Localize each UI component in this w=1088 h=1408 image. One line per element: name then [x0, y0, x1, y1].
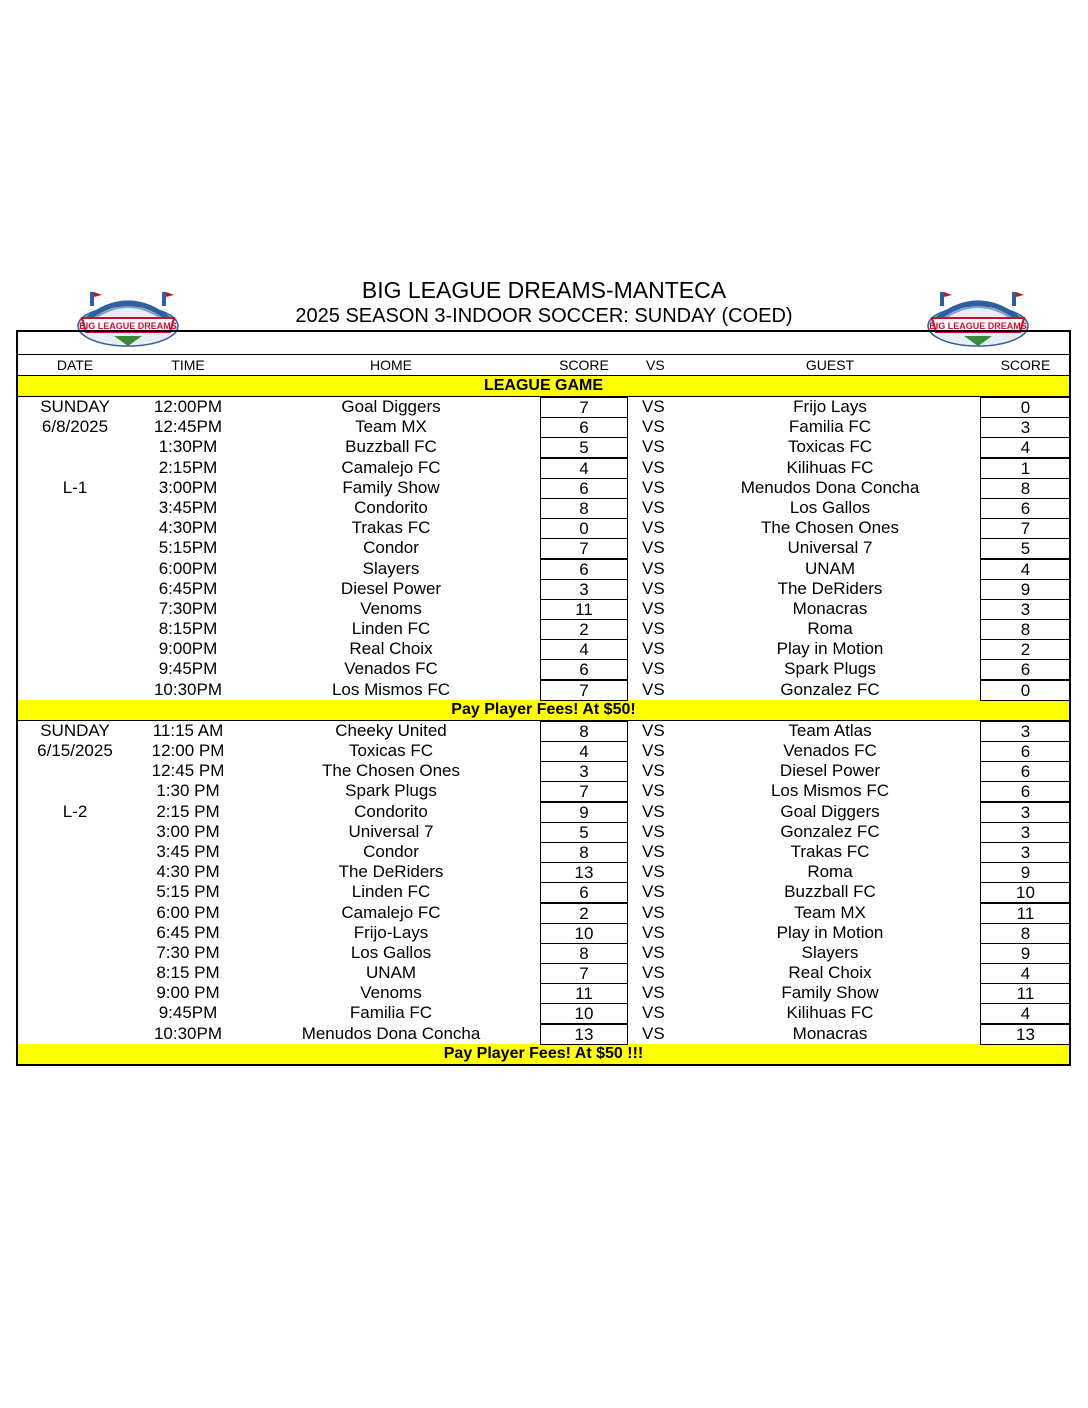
game-time: 1:30 PM	[156, 781, 220, 801]
game-time: 7:30 PM	[156, 942, 220, 962]
vs-label: VS	[642, 922, 665, 942]
guest-team: Roma	[807, 862, 853, 882]
vs-label: VS	[642, 558, 665, 578]
home-team: Condorito	[354, 497, 428, 517]
vs-label: VS	[642, 781, 665, 801]
column-headers	[18, 355, 1069, 376]
home-score: 4	[540, 458, 628, 479]
guest-score: 9	[980, 862, 1071, 883]
game-time: 6:45 PM	[156, 922, 220, 942]
home-team: Condor	[363, 538, 419, 558]
guest-score: 0	[980, 397, 1071, 418]
guest-score: 4	[980, 1003, 1071, 1024]
guest-team: Los Mismos FC	[770, 781, 890, 801]
home-team: Cheeky United	[335, 720, 447, 740]
home-score: 3	[540, 579, 628, 600]
home-score: 4	[540, 741, 628, 762]
game-time: 4:30 PM	[156, 862, 220, 882]
game-time: 5:15PM	[158, 538, 218, 558]
home-team: Family Show	[342, 477, 440, 497]
vs-label: VS	[642, 821, 665, 841]
guest-score: 4	[980, 963, 1071, 984]
game-row	[18, 680, 1069, 700]
home-score: 13	[540, 862, 628, 883]
game-time: 1:30PM	[158, 437, 218, 457]
guest-score: 9	[980, 943, 1071, 964]
game-date: L-2	[62, 801, 88, 821]
vs-label: VS	[642, 841, 665, 861]
home-score: 11	[540, 599, 628, 620]
game-time: 3:45 PM	[156, 841, 220, 861]
game-row	[18, 579, 1069, 599]
guest-score: 3	[980, 721, 1071, 742]
svg-text:BIG LEAGUE DREAMS: BIG LEAGUE DREAMS	[79, 321, 177, 331]
vs-label: VS	[642, 963, 665, 983]
home-team: Venados FC	[344, 659, 438, 679]
game-date: SUNDAY	[40, 720, 110, 740]
guest-score: 0	[980, 680, 1071, 701]
guest-score: 3	[980, 417, 1071, 438]
game-row	[18, 882, 1069, 902]
page-subtitle: 2025 SEASON 3-INDOOR SOCCER: SUNDAY (COED)	[295, 305, 793, 327]
home-score: 13	[540, 1024, 628, 1045]
home-score: 8	[540, 721, 628, 742]
game-row	[18, 619, 1069, 639]
home-team: Linden FC	[351, 882, 431, 902]
guest-score: 10	[980, 882, 1071, 903]
game-row	[18, 518, 1069, 538]
guest-score: 4	[980, 437, 1071, 458]
guest-team: Play in Motion	[776, 639, 884, 659]
guest-team: Venados FC	[783, 741, 877, 760]
game-time: 3:45PM	[158, 497, 218, 517]
game-row	[18, 559, 1069, 579]
game-time: 12:00PM	[153, 397, 223, 416]
fees-notice-band-final: Pay Player Fees! At $50 !!!	[18, 1044, 1069, 1064]
guest-team: Kilihuas FC	[786, 457, 874, 477]
home-team: Los Mismos FC	[331, 679, 451, 699]
game-row	[18, 741, 1069, 761]
guest-score: 8	[980, 619, 1071, 640]
guest-team: Gonzalez FC	[780, 821, 880, 841]
home-score: 2	[540, 619, 628, 640]
game-row	[18, 721, 1069, 741]
home-score: 10	[540, 1003, 628, 1024]
home-team: Camalejo FC	[341, 902, 441, 922]
home-score: 2	[540, 903, 628, 924]
home-team: Venoms	[360, 983, 422, 1003]
guest-score: 8	[980, 923, 1071, 944]
guest-score: 9	[980, 579, 1071, 600]
vs-label: VS	[642, 598, 665, 618]
home-team: Venoms	[360, 598, 422, 618]
guest-score: 6	[980, 498, 1071, 519]
home-team: Team MX	[355, 417, 427, 437]
guest-score: 6	[980, 741, 1071, 762]
header-guest: GUEST	[805, 357, 855, 373]
guest-score: 11	[980, 983, 1071, 1004]
game-time: 8:15PM	[158, 619, 218, 639]
guest-team: Monacras	[792, 598, 868, 618]
guest-team: Diesel Power	[779, 761, 881, 781]
guest-team: Family Show	[781, 983, 879, 1003]
home-team: Linden FC	[351, 619, 431, 639]
vs-label: VS	[642, 518, 665, 538]
home-team: Real Choix	[349, 639, 433, 659]
guest-team: Frijo Lays	[793, 397, 867, 416]
home-team: Los Gallos	[350, 942, 432, 962]
guest-team: Team Atlas	[788, 720, 872, 740]
vs-label: VS	[642, 619, 665, 639]
game-time: 7:30PM	[158, 598, 218, 618]
week-2-games	[18, 721, 1069, 1044]
guest-score: 6	[980, 761, 1071, 782]
game-time: 3:00PM	[158, 477, 218, 497]
game-time: 9:45PM	[158, 659, 218, 679]
home-team: Menudos Dona Concha	[301, 1023, 481, 1043]
game-time: 6:45PM	[158, 578, 218, 598]
guest-team: Gonzalez FC	[780, 679, 880, 699]
game-time: 10:30PM	[153, 679, 223, 699]
guest-score: 3	[980, 802, 1071, 823]
guest-team: Menudos Dona Concha	[740, 477, 920, 497]
home-team: Trakas FC	[351, 518, 431, 538]
home-score: 9	[540, 802, 628, 823]
home-score: 10	[540, 923, 628, 944]
game-time: 8:15 PM	[156, 963, 220, 983]
game-time: 2:15PM	[158, 457, 218, 477]
guest-score: 3	[980, 842, 1071, 863]
guest-team: Real Choix	[788, 963, 872, 983]
game-time: 12:00 PM	[151, 741, 225, 760]
header-vs: VS	[646, 357, 665, 373]
game-row	[18, 659, 1069, 679]
game-time: 6:00PM	[158, 558, 218, 578]
game-row	[18, 963, 1069, 983]
game-row	[18, 802, 1069, 822]
game-time: 12:45PM	[153, 417, 223, 437]
game-row	[18, 639, 1069, 659]
svg-text:BIG LEAGUE DREAMS: BIG LEAGUE DREAMS	[929, 321, 1027, 331]
home-score: 6	[540, 882, 628, 903]
vs-label: VS	[642, 862, 665, 882]
guest-score: 3	[980, 599, 1071, 620]
guest-score: 2	[980, 639, 1071, 660]
guest-score: 6	[980, 781, 1071, 802]
vs-label: VS	[642, 538, 665, 558]
home-score: 0	[540, 518, 628, 539]
week-1-games	[18, 397, 1069, 700]
vs-label: VS	[642, 679, 665, 699]
home-team: Universal 7	[348, 821, 434, 841]
guest-score: 6	[980, 659, 1071, 680]
vs-label: VS	[642, 659, 665, 679]
home-score: 8	[540, 498, 628, 519]
vs-label: VS	[642, 477, 665, 497]
home-team: Camalejo FC	[341, 457, 441, 477]
guest-team: Universal 7	[787, 538, 873, 558]
game-row	[18, 761, 1069, 781]
guest-team: Monacras	[792, 1023, 868, 1043]
header-home: HOME	[370, 357, 412, 373]
home-score: 7	[540, 680, 628, 701]
home-score: 4	[540, 639, 628, 660]
league-game-band: LEAGUE GAME	[18, 376, 1069, 397]
header-time: TIME	[171, 357, 205, 373]
game-row	[18, 903, 1069, 923]
game-row	[18, 781, 1069, 801]
home-team: Slayers	[362, 558, 420, 578]
schedule-table	[16, 330, 1071, 1066]
guest-team: The Chosen Ones	[761, 518, 899, 538]
guest-team: Familia FC	[788, 417, 872, 437]
guest-team: Play in Motion	[776, 922, 884, 942]
home-score: 11	[540, 983, 628, 1004]
home-team: Spark Plugs	[345, 781, 437, 801]
home-team: The Chosen Ones	[322, 761, 460, 781]
game-row	[18, 1024, 1069, 1044]
game-time: 3:00 PM	[156, 821, 220, 841]
game-row	[18, 538, 1069, 558]
fees-notice-band: Pay Player Fees! At $50!	[18, 700, 1069, 721]
game-time: 4:30PM	[158, 518, 218, 538]
home-score: 7	[540, 963, 628, 984]
vs-label: VS	[642, 639, 665, 659]
vs-label: VS	[642, 902, 665, 922]
game-date: SUNDAY	[40, 397, 110, 416]
vs-label: VS	[642, 578, 665, 598]
guest-team: Team MX	[794, 902, 866, 922]
game-date: 6/8/2025	[41, 417, 109, 437]
home-team: UNAM	[365, 963, 417, 983]
game-time: 9:00PM	[158, 639, 218, 659]
page-title: BIG LEAGUE DREAMS-MANTECA	[361, 277, 727, 303]
vs-label: VS	[642, 720, 665, 740]
game-date: L-1	[62, 477, 88, 497]
game-row	[18, 943, 1069, 963]
game-time: 10:30PM	[153, 1023, 223, 1043]
guest-team: Toxicas FC	[787, 437, 873, 457]
home-score: 7	[540, 397, 628, 418]
home-score: 6	[540, 417, 628, 438]
game-row	[18, 397, 1069, 417]
home-team: Goal Diggers	[341, 397, 441, 416]
game-row	[18, 458, 1069, 478]
home-team: Condorito	[354, 801, 428, 821]
game-time: 2:15 PM	[156, 801, 220, 821]
game-time: 6:00 PM	[156, 902, 220, 922]
guest-team: Los Gallos	[789, 497, 871, 517]
home-score: 5	[540, 822, 628, 843]
vs-label: VS	[642, 942, 665, 962]
home-team: Diesel Power	[340, 578, 442, 598]
guest-score: 5	[980, 538, 1071, 559]
game-row	[18, 478, 1069, 498]
vs-label: VS	[642, 1003, 665, 1023]
home-score: 8	[540, 943, 628, 964]
vs-label: VS	[642, 1023, 665, 1043]
vs-label: VS	[642, 417, 665, 437]
home-team: The DeRiders	[338, 862, 444, 882]
guest-team: Roma	[807, 619, 853, 639]
game-time: 11:15 AM	[152, 720, 224, 740]
game-row	[18, 983, 1069, 1003]
home-score: 3	[540, 761, 628, 782]
game-row	[18, 417, 1069, 437]
header-home-score: SCORE	[559, 357, 609, 373]
blank-row	[18, 332, 1069, 355]
guest-score: 1	[980, 458, 1071, 479]
home-team: Buzzball FC	[345, 437, 437, 457]
home-score: 8	[540, 842, 628, 863]
guest-team: The DeRiders	[777, 578, 883, 598]
home-score: 6	[540, 559, 628, 580]
vs-label: VS	[642, 457, 665, 477]
vs-label: VS	[642, 397, 665, 416]
home-team: Toxicas FC	[348, 741, 434, 760]
vs-label: VS	[642, 983, 665, 1003]
game-time: 12:45 PM	[151, 761, 225, 781]
guest-team: Spark Plugs	[784, 659, 876, 679]
game-row	[18, 862, 1069, 882]
guest-team: Buzzball FC	[784, 882, 876, 902]
guest-team: Slayers	[801, 942, 859, 962]
home-score: 6	[540, 659, 628, 680]
guest-team: Trakas FC	[790, 841, 870, 861]
home-team: Condor	[363, 841, 419, 861]
vs-label: VS	[642, 437, 665, 457]
guest-team: Goal Diggers	[780, 801, 880, 821]
game-row	[18, 599, 1069, 619]
game-row	[18, 923, 1069, 943]
game-row	[18, 842, 1069, 862]
game-time: 9:00 PM	[156, 983, 220, 1003]
vs-label: VS	[642, 761, 665, 781]
guest-score: 4	[980, 559, 1071, 580]
vs-label: VS	[642, 497, 665, 517]
guest-team: UNAM	[804, 558, 856, 578]
vs-label: VS	[642, 741, 665, 760]
vs-label: VS	[642, 882, 665, 902]
home-score: 5	[540, 437, 628, 458]
vs-label: VS	[642, 801, 665, 821]
header-guest-score: SCORE	[1000, 357, 1051, 373]
game-row	[18, 498, 1069, 518]
game-time: 9:45PM	[158, 1003, 218, 1023]
home-score: 6	[540, 478, 628, 499]
guest-score: 3	[980, 822, 1071, 843]
home-score: 7	[540, 781, 628, 802]
game-row	[18, 1003, 1069, 1023]
game-row	[18, 822, 1069, 842]
home-team: Familia FC	[349, 1003, 433, 1023]
guest-score: 8	[980, 478, 1071, 499]
game-date: 6/15/2025	[37, 741, 113, 760]
guest-team: Kilihuas FC	[786, 1003, 874, 1023]
guest-score: 13	[980, 1024, 1071, 1045]
guest-score: 7	[980, 518, 1071, 539]
game-time: 5:15 PM	[156, 882, 220, 902]
header-date: DATE	[56, 357, 94, 373]
game-row	[18, 437, 1069, 457]
home-score: 7	[540, 538, 628, 559]
home-team: Frijo-Lays	[353, 922, 429, 942]
guest-score: 11	[980, 903, 1071, 924]
